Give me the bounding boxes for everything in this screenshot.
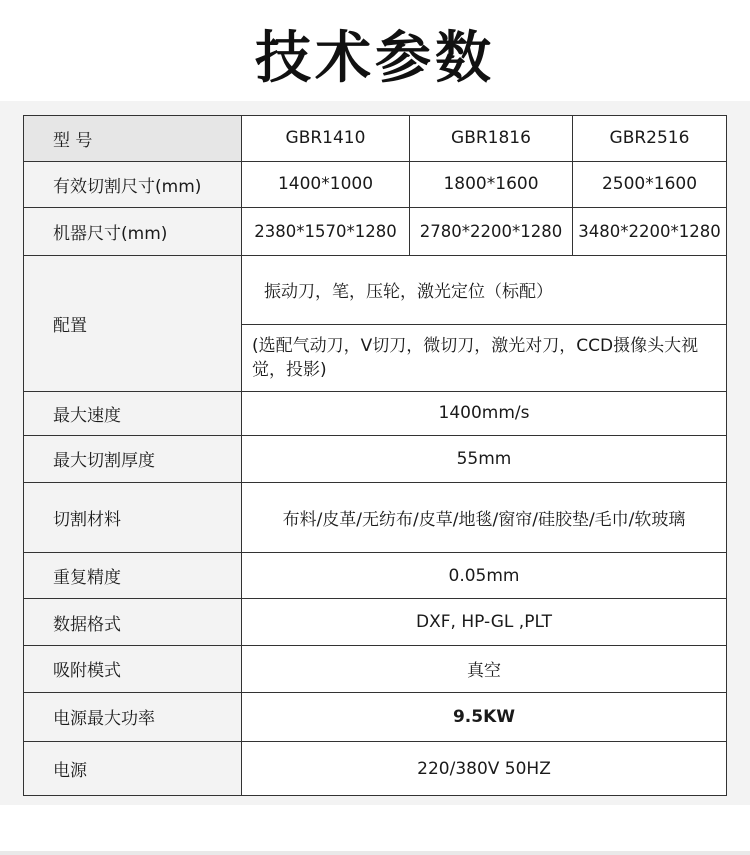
max-speed-value: 1400mm/s — [242, 391, 727, 436]
row-label-config: 配置 — [24, 255, 242, 391]
spec-table — [23, 115, 727, 796]
model-gbr2516: GBR2516 — [573, 116, 727, 162]
row-label-data-format: 数据格式 — [24, 599, 242, 646]
table-row — [24, 645, 727, 692]
row-label-adsorption: 吸附模式 — [24, 645, 242, 692]
table-row — [24, 599, 727, 646]
header-label: 型 号 — [24, 116, 242, 162]
table-row — [24, 436, 727, 483]
max-thickness-value: 55mm — [242, 436, 727, 483]
table-row — [24, 552, 727, 599]
page-title: 技术参数 — [255, 26, 495, 91]
model-gbr1410: GBR1410 — [242, 116, 410, 162]
machine-size-value: 2780*2200*1280 — [410, 208, 573, 256]
max-power-value: 9.5KW — [242, 692, 727, 742]
model-gbr1816: GBR1816 — [410, 116, 573, 162]
machine-size-value: 2380*1570*1280 — [242, 208, 410, 256]
cut-size-value: 1800*1600 — [410, 161, 573, 208]
row-label-max-thickness: 最大切割厚度 — [24, 436, 242, 483]
config-optional-value: (选配气动刀，V切刀，微切刀，激光对刀，CCD摄像头大视觉，投影) — [242, 324, 727, 391]
adsorption-value: 真空 — [242, 645, 727, 692]
table-row-config-standard — [24, 255, 727, 324]
footer-divider — [0, 851, 750, 855]
table-row — [24, 161, 727, 208]
row-label-max-power: 电源最大功率 — [24, 692, 242, 742]
table-row — [24, 742, 727, 796]
row-label-cut-size: 有效切割尺寸(mm) — [24, 161, 242, 208]
row-label-max-speed: 最大速度 — [24, 391, 242, 436]
table-row — [24, 208, 727, 256]
table-row — [24, 692, 727, 742]
cut-size-value: 2500*1600 — [573, 161, 727, 208]
cut-size-value: 1400*1000 — [242, 161, 410, 208]
table-header-row — [24, 116, 727, 162]
machine-size-value: 3480*2200*1280 — [573, 208, 727, 256]
row-label-materials: 切割材料 — [24, 482, 242, 552]
table-row — [24, 391, 727, 436]
row-label-power: 电源 — [24, 742, 242, 796]
row-label-machine-size: 机器尺寸(mm) — [24, 208, 242, 256]
repeat-precision-value: 0.05mm — [242, 552, 727, 599]
row-label-repeat-precision: 重复精度 — [24, 552, 242, 599]
materials-value: 布料/皮革/无纺布/皮草/地毯/窗帘/硅胶垫/毛巾/软玻璃 — [242, 482, 727, 552]
table-row — [24, 482, 727, 552]
data-format-value: DXF, HP-GL ,PLT — [242, 599, 727, 646]
power-value: 220/380V 50HZ — [242, 742, 727, 796]
config-standard-value: 振动刀，笔，压轮，激光定位（标配） — [242, 255, 727, 324]
